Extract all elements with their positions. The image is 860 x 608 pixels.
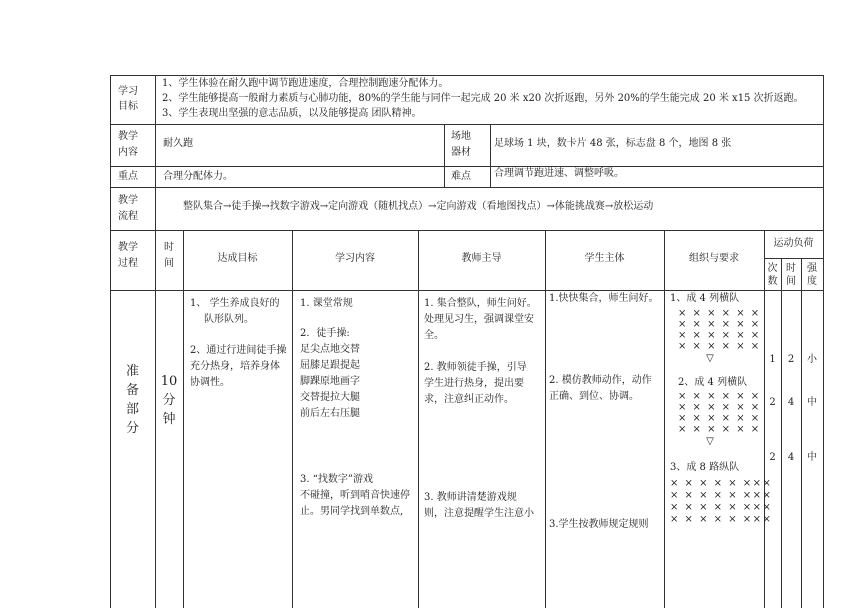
formation-row: × × × × × × xyxy=(678,330,761,341)
formation-row: × × × × × × xyxy=(678,413,761,424)
col-divider xyxy=(155,75,156,230)
goal-item: 3、学生表现出坚强的意志品质，以及能够提高 团队精神。 xyxy=(162,108,422,119)
load-intensity: 小 xyxy=(807,354,817,365)
load-header: 运动负荷 xyxy=(773,238,814,249)
prep-goal-line: 队形队列。 xyxy=(204,314,254,325)
col-divider xyxy=(292,230,293,608)
learn-item: 1. 课堂常规 xyxy=(300,298,353,309)
venue-label-line: 场地 xyxy=(451,131,471,142)
teacher-item: 则，注意提醒学生注意小 xyxy=(424,508,534,519)
student-item: 2. 模仿教师动作，动作 xyxy=(549,375,652,386)
prep-goal-line: 充分热身，培养身体 xyxy=(190,361,280,372)
goals-label-line: 目标 xyxy=(118,101,138,112)
content-label-line: 内容 xyxy=(118,147,138,158)
section-label-char: 备 xyxy=(125,383,139,398)
learn-header: 学习内容 xyxy=(335,253,375,264)
content-value: 耐久跑 xyxy=(163,138,193,149)
section-label-char: 准 xyxy=(125,364,139,379)
col-divider xyxy=(545,230,546,608)
formation-row: × × × × × × xyxy=(678,319,761,330)
goal-item: 1、学生体验在耐久跑中调节跑进速度，合理控制跑速分配体力。 xyxy=(162,78,449,89)
table-border-left xyxy=(110,75,111,608)
duration-char: 钟 xyxy=(162,412,176,427)
col-divider xyxy=(183,230,184,608)
formation-row: × × × × × ××× xyxy=(670,514,773,525)
process-header-line: 过程 xyxy=(118,258,138,269)
col-divider xyxy=(490,124,491,187)
load-count: 2 xyxy=(769,452,776,463)
learn-item: 3. “找数字”游戏 xyxy=(300,474,373,485)
duration-char: 分 xyxy=(162,393,176,408)
count-header-line: 数 xyxy=(767,276,778,287)
difficulty-label: 难点 xyxy=(451,171,471,182)
col-divider xyxy=(781,258,782,608)
teacher-item: 处理见习生，强调课堂安 xyxy=(424,314,534,325)
teacher-header: 教师主导 xyxy=(461,253,502,264)
learn-item: 不碰撞，听到哨音快速停 xyxy=(300,490,410,501)
flow-label-line: 教学 xyxy=(118,195,138,206)
learn-item: 2．徒手操: xyxy=(300,328,350,339)
prep-goal-line: 2、通过行进间徒手操 xyxy=(190,345,287,356)
goals-label-line: 学习 xyxy=(118,86,138,97)
org-item: 2、成 4 列横队 xyxy=(678,377,748,388)
time-header-line: 时 xyxy=(164,242,174,253)
teacher-item: 学生进行热身，提出要 xyxy=(424,378,524,389)
col-divider xyxy=(801,258,802,608)
formation-row: × × × × × × xyxy=(678,402,761,413)
teacher-item: 求，注意纠正动作。 xyxy=(424,394,514,405)
duration-char: 10 xyxy=(160,374,178,389)
load-time: 2 xyxy=(787,354,795,365)
formation-row: × × × × × × xyxy=(678,308,761,319)
venue-label-line: 器材 xyxy=(451,147,471,158)
prep-goal-line: 协调性。 xyxy=(190,377,230,388)
load-intensity: 中 xyxy=(807,452,817,463)
load-intensity: 中 xyxy=(807,397,817,408)
row-divider xyxy=(110,230,823,231)
teacher-item: 2. 教师领徒手操，引导 xyxy=(424,362,527,373)
col-divider xyxy=(664,230,665,608)
goal-item: 2、学生能够提高一般耐力素质与心肺功能，80%的学生能与同伴一起完成 20 米 x20 次折返跑，另外 20%的学生能完成 20 米 x15 次折返跑。 xyxy=(162,93,804,104)
formation-row: × × × × × ××× xyxy=(670,502,773,513)
formation-row: × × × × × ××× xyxy=(670,478,773,489)
venue-value: 足球场 1 块，数卡片 48 张，标志盘 8 个，地图 8 张 xyxy=(494,138,732,149)
flow-value: 整队集合→徒手操→找数字游戏→定向游戏（随机找点）→定向游戏（看地图找点）→体能挑战赛→放松运动 xyxy=(183,201,654,212)
flow-label-line: 流程 xyxy=(118,211,138,222)
learn-item: 脚踝原地画字 xyxy=(300,376,360,387)
student-item: 3.学生按教师规定规则 xyxy=(549,519,649,530)
process-header-line: 教学 xyxy=(118,242,138,253)
learn-item: 交替提拉大腿 xyxy=(300,392,360,403)
focus-label: 重点 xyxy=(118,171,138,182)
teacher-item: 3. 教师讲清楚游戏规 xyxy=(424,492,517,503)
load-count: 1 xyxy=(769,354,776,365)
learn-item: 屈膝足跟提起 xyxy=(300,360,360,371)
load-subheader-divider xyxy=(764,258,823,259)
col-divider xyxy=(444,124,445,187)
intensity-header-line: 度 xyxy=(807,276,817,287)
student-header: 学生主体 xyxy=(584,253,625,264)
learn-item: 前后左右压腿 xyxy=(300,408,360,419)
section-label-char: 分 xyxy=(125,421,139,436)
section-label-char: 部 xyxy=(125,402,139,417)
prep-goal-line: 1、 学生养成良好的 xyxy=(190,298,280,309)
load-time: 4 xyxy=(787,397,795,408)
org-item: 1、成 4 列横队 xyxy=(670,293,740,304)
goal-header: 达成目标 xyxy=(217,253,258,264)
formation-row: × × × × × × xyxy=(678,424,761,435)
formation-row: × × × × × × xyxy=(678,391,761,402)
teacher-position-icon: ▽ xyxy=(706,353,714,364)
formation-row: × × × × × × xyxy=(678,341,761,352)
table-border-right xyxy=(823,75,824,608)
row-divider xyxy=(110,166,823,167)
formation-row: × × × × × ××× xyxy=(670,490,773,501)
count-header-line: 次 xyxy=(767,263,778,274)
student-item: 1.快快集合，师生问好。 xyxy=(549,293,659,304)
difficulty-value: 合理调节跑进速、调整呼吸。 xyxy=(494,168,624,179)
row-divider xyxy=(110,187,823,188)
load-time: 4 xyxy=(787,452,795,463)
time2-header-line: 时 xyxy=(786,263,796,274)
content-label-line: 教学 xyxy=(118,131,138,142)
time2-header-line: 间 xyxy=(786,276,796,287)
org-item: 3、成 8 路纵队 xyxy=(670,462,740,473)
student-item: 正确、到位、协调。 xyxy=(549,391,639,402)
org-header: 组织与要求 xyxy=(689,253,739,264)
teacher-item: 全。 xyxy=(424,330,444,341)
learn-item: 足尖点地交替 xyxy=(300,344,360,355)
learn-item: 止。男同学找到单数点, xyxy=(300,506,404,517)
focus-value: 合理分配体力。 xyxy=(163,171,233,182)
row-divider xyxy=(110,124,823,125)
teacher-item: 1. 集合整队，师生问好。 xyxy=(424,298,537,309)
intensity-header-line: 强 xyxy=(807,263,817,274)
teacher-position-icon: ▽ xyxy=(706,436,714,447)
time-header-line: 间 xyxy=(164,258,174,269)
load-count: 2 xyxy=(769,397,776,408)
col-divider xyxy=(418,230,419,608)
